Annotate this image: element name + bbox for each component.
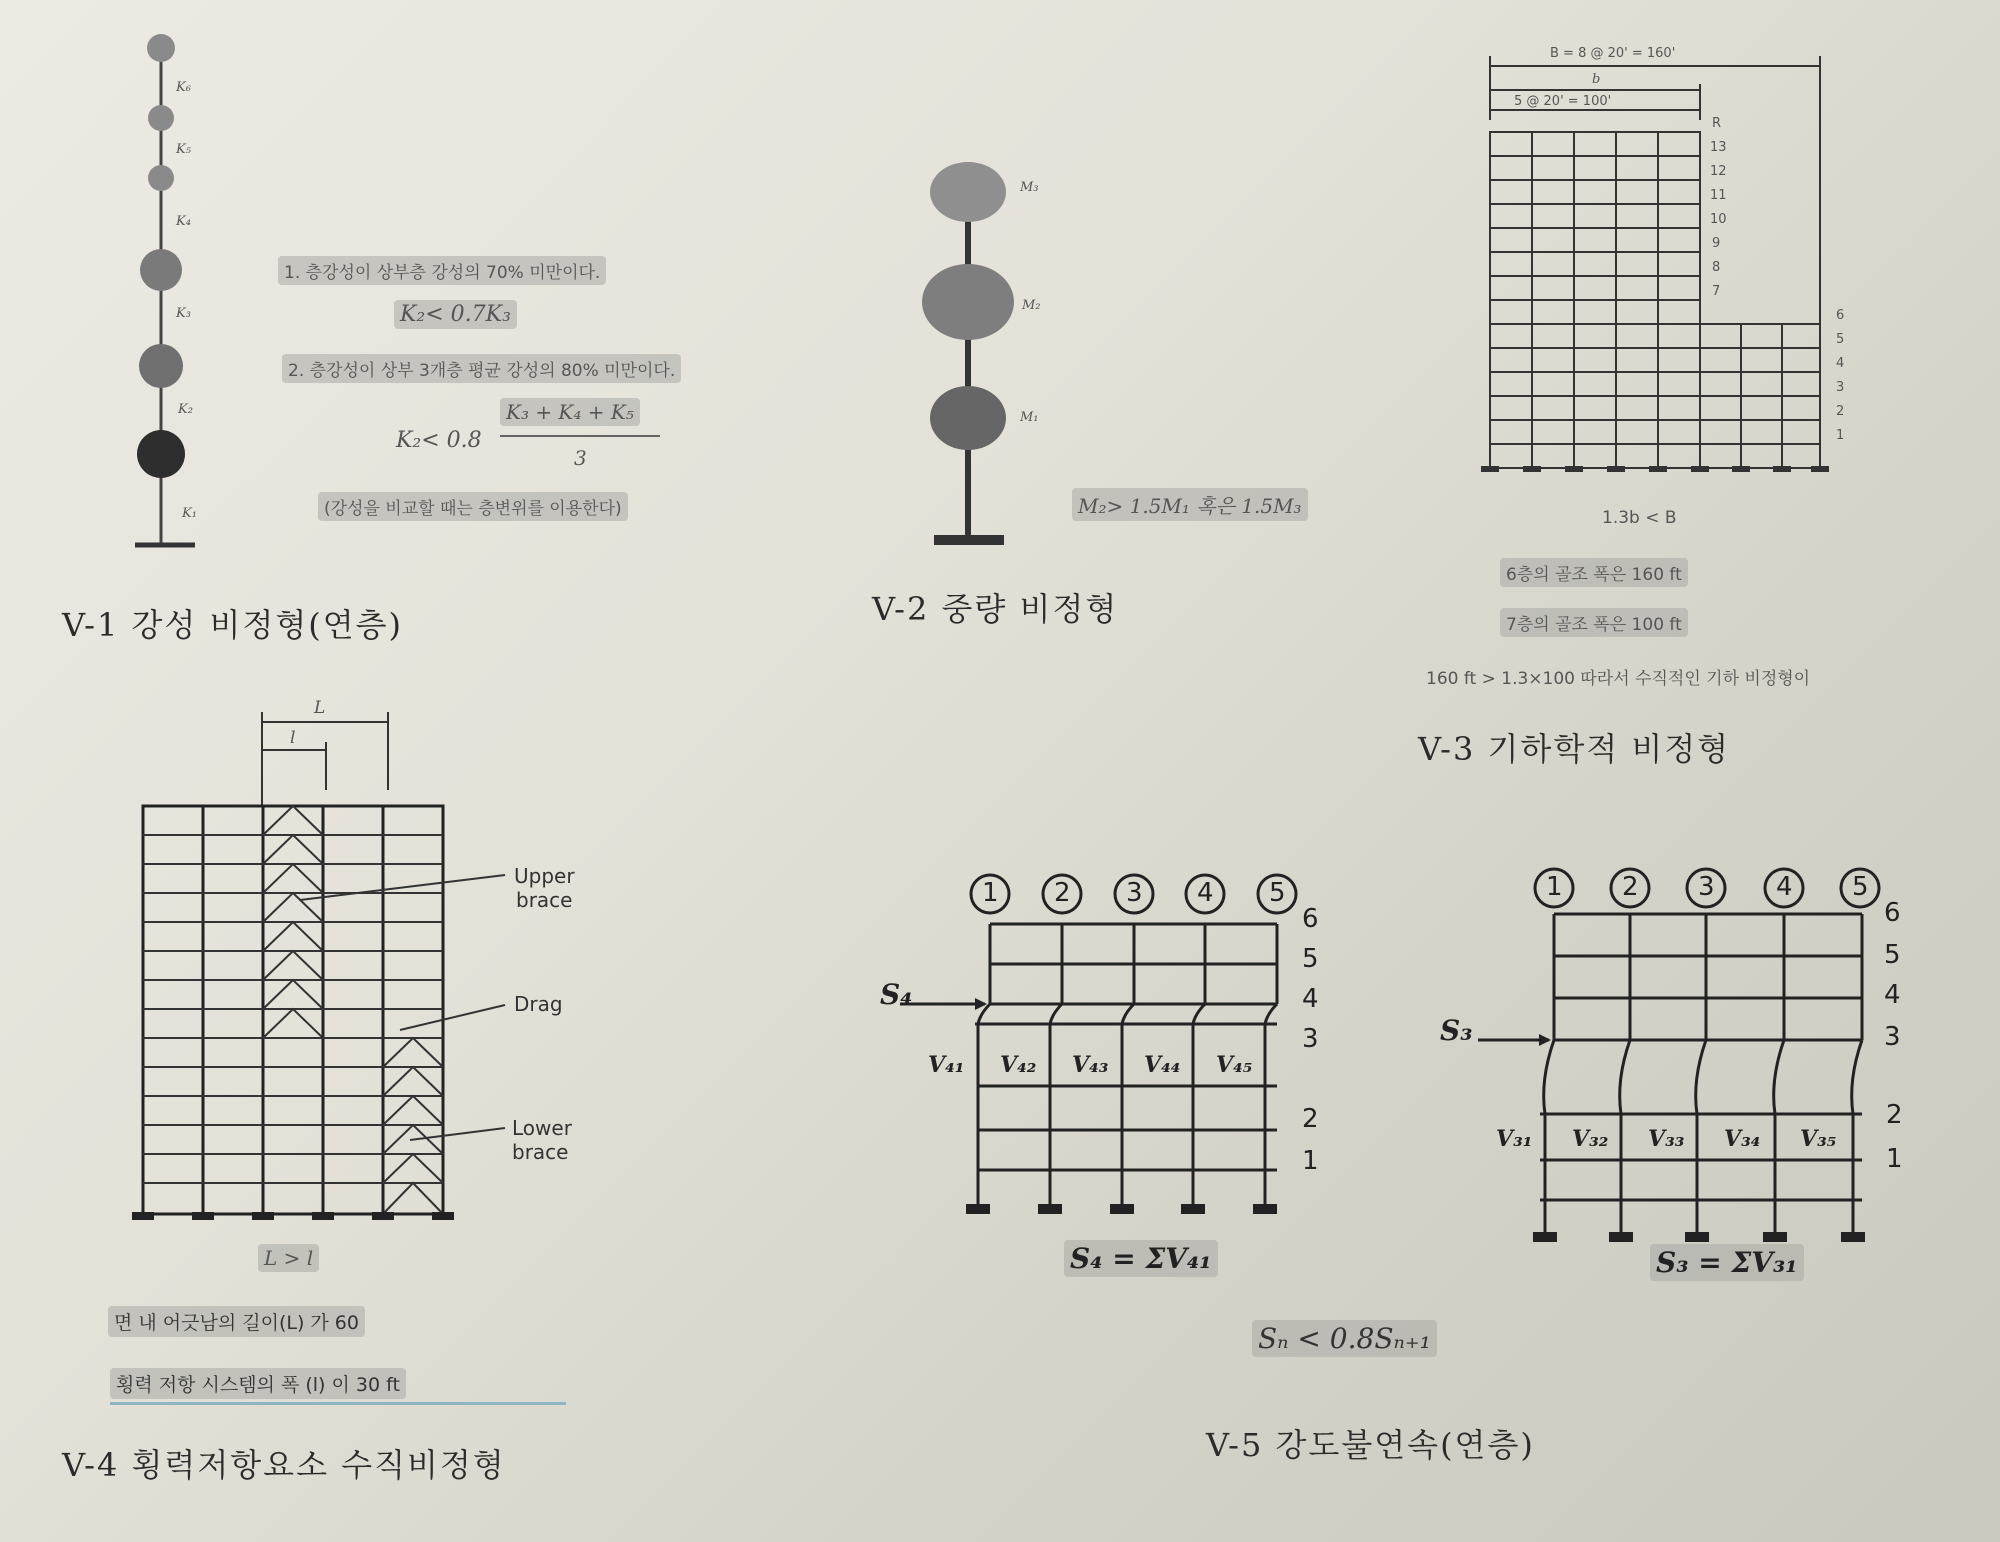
v2-caption: V-2 중량 비정형 — [872, 590, 1119, 628]
v3-note-1: 6층의 골조 폭은 160 ft — [1500, 558, 1688, 587]
v3-condition: 1.3b < B — [1602, 508, 1677, 528]
v4-dim-L: L — [314, 698, 326, 718]
v5-left-axis-4: 4 — [1197, 878, 1214, 908]
v5-right-axis-5: 5 — [1852, 872, 1869, 902]
v5-left-floor-1: 1 — [1302, 1146, 1319, 1176]
v5-right-shear-5: V₃₅ — [1800, 1126, 1837, 1152]
v5-right-equation: S₃ = ΣV₃₁ — [1650, 1244, 1804, 1281]
v4-note-1: 면 내 어긋남의 길이(L) 가 60 — [108, 1306, 365, 1337]
v1-formula-1: K₂< 0.7K₃ — [394, 300, 517, 329]
v1-formula-2-den: 3 — [574, 446, 587, 470]
v4-lower-brace-line1: Lower — [512, 1116, 572, 1140]
v2-m2-label: M₂ — [1022, 298, 1041, 313]
v4-lower-brace-line2: brace — [512, 1140, 569, 1164]
v4-upper-brace-line1: Upper — [514, 864, 575, 888]
v5-left-floor-5: 5 — [1302, 944, 1319, 974]
v1-k1-label: K₁ — [182, 506, 197, 521]
v3-floor-11: 11 — [1710, 188, 1727, 203]
v5-left-axis-5: 5 — [1269, 878, 1286, 908]
v3-floor-5: 5 — [1836, 332, 1845, 347]
v5-right-axis-4: 4 — [1776, 872, 1793, 902]
v2-m1-label: M₁ — [1020, 410, 1039, 425]
v3-floor-13: 13 — [1710, 140, 1727, 155]
v1-formula-2-lhs: K₂< 0.8 — [396, 428, 482, 453]
v2-m3-label: M₃ — [1020, 180, 1039, 195]
v5-left-shear-1: V₄₁ — [928, 1052, 965, 1078]
v3-dim-top: B = 8 @ 20' = 160' — [1550, 46, 1676, 61]
v3-dim-sub: 5 @ 20' = 100' — [1514, 94, 1612, 109]
v4-condition: L > l — [258, 1244, 319, 1272]
v5-right-floor-6: 6 — [1884, 898, 1901, 928]
v3-floor-6: 6 — [1836, 308, 1845, 323]
v1-k4-label: K₄ — [176, 214, 191, 229]
v5-right-floor-4: 4 — [1884, 980, 1901, 1010]
v3-floor-3: 3 — [1836, 380, 1845, 395]
v5-left-shear-4: V₄₄ — [1144, 1052, 1181, 1078]
v5-right-shear-2: V₃₂ — [1572, 1126, 1609, 1152]
v3-floor-r: R — [1712, 116, 1722, 131]
v1-k6-label: K₆ — [176, 80, 191, 95]
v5-left-axis-2: 2 — [1054, 878, 1071, 908]
v1-k5-label: K₅ — [176, 142, 191, 157]
v4-note-2: 횡력 저항 시스템의 폭 (l) 이 30 ft — [110, 1368, 406, 1399]
v5-left-floor-4: 4 — [1302, 984, 1319, 1014]
v5-right-shear-3: V₃₃ — [1648, 1126, 1685, 1152]
v4-dim-l: l — [290, 728, 296, 748]
v4-upper-brace-line2: brace — [516, 888, 573, 912]
v5-right-shear-1: V₃₁ — [1496, 1126, 1533, 1152]
v3-dim-b: b — [1592, 72, 1601, 87]
v5-right-floor-3: 3 — [1884, 1022, 1901, 1052]
v5-caption: V-5 강도불연속(연층) — [1206, 1426, 1535, 1464]
v3-floor-9: 9 — [1712, 236, 1721, 251]
v4-drag-label: Drag — [514, 992, 563, 1016]
v4-underline — [110, 1402, 566, 1405]
v5-left-axis-3: 3 — [1126, 878, 1143, 908]
v3-note-2: 7층의 골조 폭은 100 ft — [1500, 608, 1688, 637]
v5-left-equation: S₄ = ΣV₄₁ — [1064, 1240, 1218, 1277]
v5-right-axis-2: 2 — [1622, 872, 1639, 902]
v5-right-floor-2: 2 — [1886, 1100, 1903, 1130]
v5-right-shear-4: V₃₄ — [1724, 1126, 1761, 1152]
v5-right-floor-5: 5 — [1884, 940, 1901, 970]
v5-left-axis-1: 1 — [982, 878, 999, 908]
v5-left-shear-2: V₄₂ — [1000, 1052, 1037, 1078]
v5-left-floor-2: 2 — [1302, 1104, 1319, 1134]
v3-floor-8: 8 — [1712, 260, 1721, 275]
v5-right-floor-1: 1 — [1886, 1144, 1903, 1174]
v3-caption: V-3 기하학적 비정형 — [1418, 730, 1731, 768]
v3-note-3: 160 ft > 1.3×100 따라서 수직적인 기하 비정형이 — [1426, 669, 1811, 689]
v5-left-force: S₄ — [880, 978, 913, 1011]
v5-left-floor-6: 6 — [1302, 904, 1319, 934]
v5-right-axis-3: 3 — [1698, 872, 1715, 902]
v2-formula: M₂> 1.5M₁ 혹은 1.5M₃ — [1072, 488, 1308, 521]
v1-fraction-bar — [500, 435, 660, 437]
v1-k2-label: K₂ — [178, 402, 193, 417]
v3-floor-2: 2 — [1836, 404, 1845, 419]
v5-left-floor-3: 3 — [1302, 1024, 1319, 1054]
v1-k3-label: K₃ — [176, 306, 191, 321]
v3-floor-1: 1 — [1836, 428, 1845, 443]
v3-floor-10: 10 — [1710, 212, 1727, 227]
v1-note-2: 2. 층강성이 상부 3개층 평균 강성의 80% 미만이다. — [282, 354, 681, 383]
v1-note-3: (강성을 비교할 때는 층변위를 이용한다) — [318, 492, 628, 521]
v5-left-shear-3: V₄₃ — [1072, 1052, 1109, 1078]
v5-left-shear-5: V₄₅ — [1216, 1052, 1253, 1078]
v3-floor-4: 4 — [1836, 356, 1845, 371]
v3-floor-7: 7 — [1712, 284, 1721, 299]
v1-note-1: 1. 층강성이 상부층 강성의 70% 미만이다. — [278, 256, 606, 285]
v1-formula-2-num: K₃ + K₄ + K₅ — [500, 398, 640, 426]
v5-condition: Sₙ < 0.8Sₙ₊₁ — [1252, 1320, 1437, 1357]
v4-caption: V-4 횡력저항요소 수직비정형 — [62, 1446, 506, 1484]
v5-right-axis-1: 1 — [1546, 872, 1563, 902]
v5-right-force: S₃ — [1440, 1014, 1473, 1047]
v1-caption: V-1 강성 비정형(연층) — [62, 606, 404, 644]
v3-floor-12: 12 — [1710, 164, 1727, 179]
